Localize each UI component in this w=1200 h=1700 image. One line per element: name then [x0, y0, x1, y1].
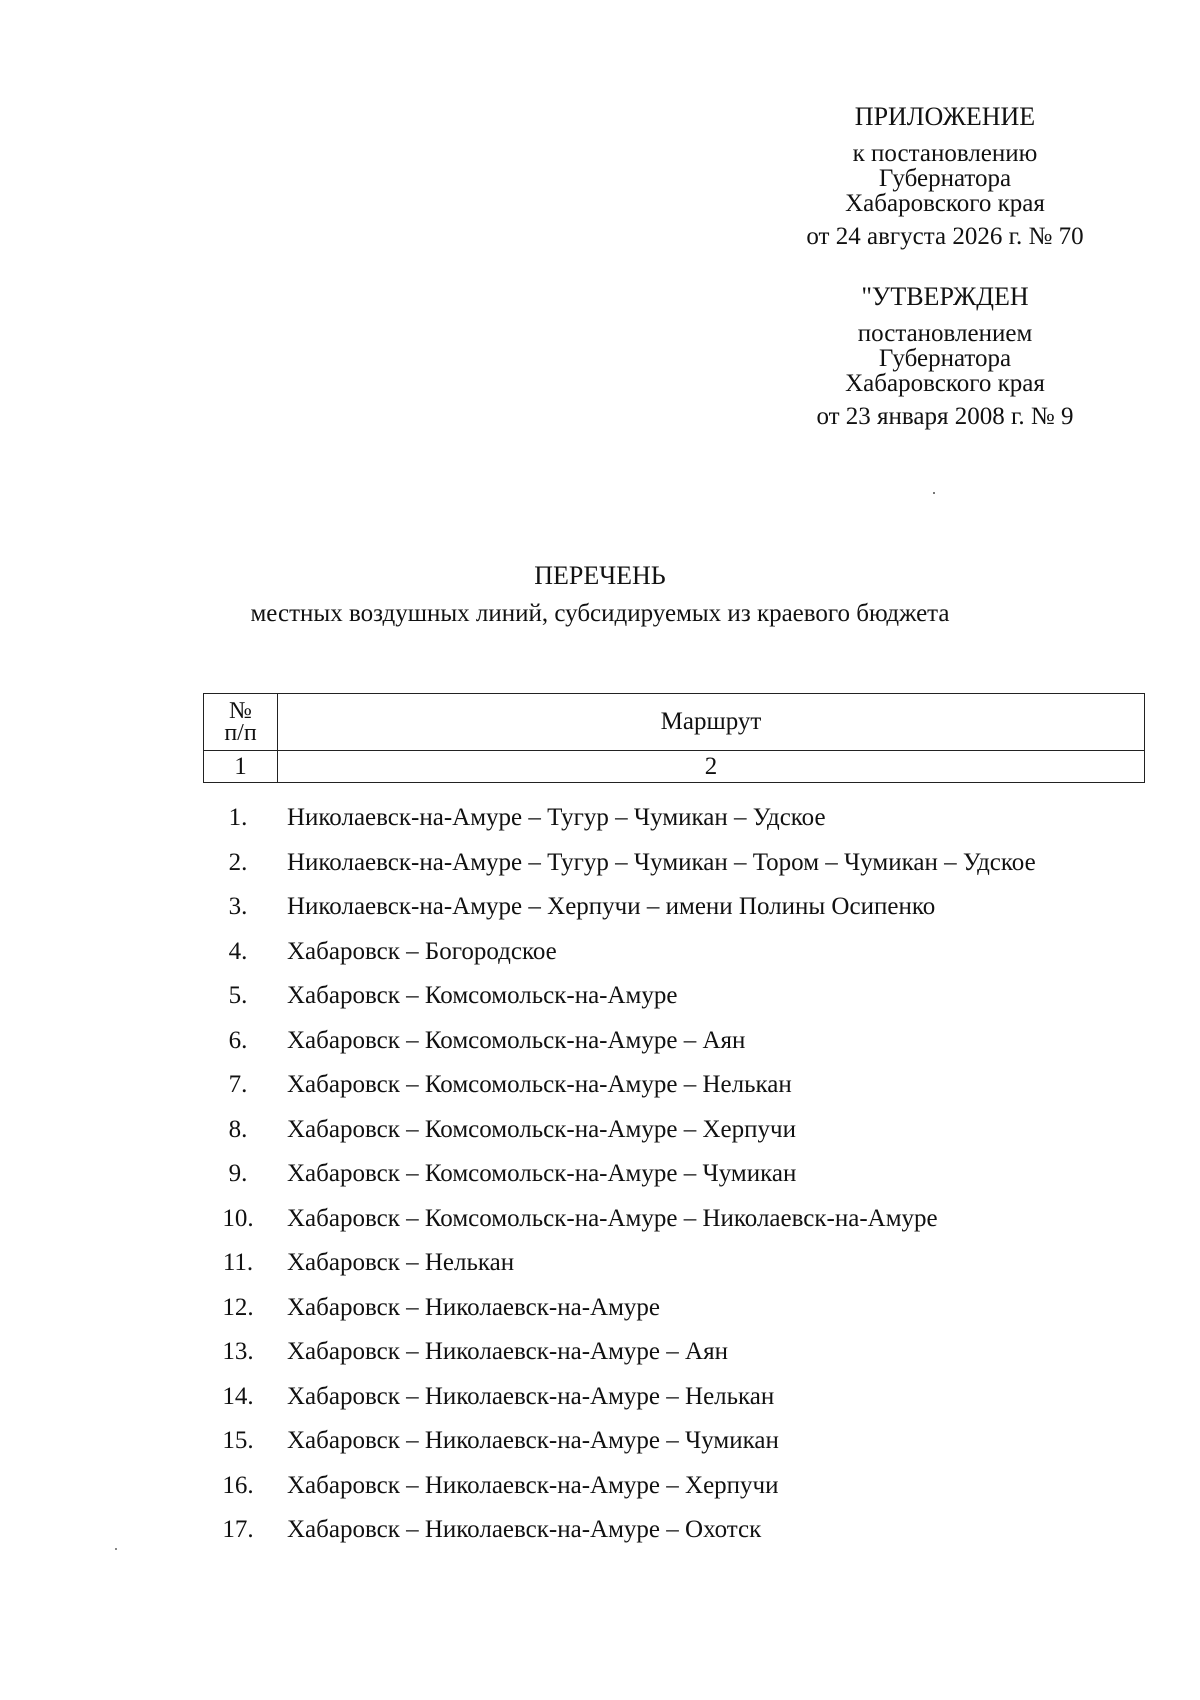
appendix-header [760, 104, 1130, 249]
route-name: Хабаровск – Комсомольск-на-Амуре – Чумикан [287, 1160, 797, 1187]
route-name: Николаевск-на-Амуре – Тугур – Чумикан – Удское [287, 804, 826, 831]
header-num-symbol: № [229, 698, 252, 724]
route-name: Хабаровск – Комсомольск-на-Амуре [287, 982, 678, 1009]
appendix-line-2: Губернатора [878, 165, 1012, 192]
route-name: Хабаровск – Николаевск-на-Амуре – Херпучи [287, 1471, 779, 1499]
route-number: 17. [222, 1516, 254, 1543]
appendix-title: ПРИЛОЖЕНИЕ [854, 102, 1036, 131]
route-number: 6. [228, 1026, 248, 1054]
route-name: Хабаровск – Комсомольск-на-Амуре – Нелькан [287, 1071, 792, 1098]
route-number: 5. [228, 982, 248, 1009]
route-number: 7. [228, 1071, 248, 1098]
table-row [203, 892, 1183, 937]
route-number: 12. [222, 1293, 254, 1321]
header-num-abbrev: п/п [224, 720, 257, 746]
table-row [203, 848, 1183, 893]
route-name: Хабаровск – Николаевск-на-Амуре – Аян [287, 1338, 728, 1365]
route-number: 14. [222, 1382, 254, 1410]
table-row [203, 1515, 1183, 1560]
document-subtitle: местных воздушных линий, субсидируемых из краевого бюджета [250, 600, 950, 627]
scan-speck [115, 1548, 117, 1550]
approved-title: "УТВЕРЖДЕН [861, 282, 1029, 311]
table-row [203, 1026, 1183, 1071]
index-col-2: 2 [278, 751, 1145, 783]
route-name: Хабаровск – Богородское [287, 937, 557, 965]
route-name: Хабаровск – Комсомольск-на-Амуре – Херпучи [287, 1115, 796, 1143]
appendix-date: от 24 августа 2026 г. № 70 [806, 223, 1084, 250]
approved-header [760, 284, 1130, 429]
document-title: ПЕРЕЧЕНЬ [534, 561, 666, 590]
table-row [203, 1070, 1183, 1115]
approved-line-1: постановлением [857, 320, 1033, 347]
routes-table-header [203, 693, 1145, 783]
approved-line-2: Губернатора [878, 345, 1012, 372]
route-number: 10. [222, 1204, 254, 1232]
route-name: Хабаровск – Комсомольск-на-Амуре – Николаевск-на-Амуре [287, 1204, 938, 1232]
route-number: 8. [228, 1115, 248, 1143]
route-number: 15. [222, 1427, 254, 1454]
table-row [203, 937, 1183, 982]
route-name: Николаевск-на-Амуре – Тугур – Чумикан – Тором – Чумикан – Удское [287, 848, 1036, 876]
route-number: 2. [228, 848, 248, 876]
route-name: Хабаровск – Нелькан [287, 1249, 515, 1276]
approved-line-3: Хабаровского края [845, 370, 1045, 397]
route-name: Хабаровск – Николаевск-на-Амуре – Нелькан [287, 1382, 775, 1410]
route-name: Хабаровск – Николаевск-на-Амуре [287, 1293, 661, 1321]
table-row [203, 1426, 1183, 1471]
header-route-cell: Маршрут [278, 694, 1145, 751]
route-name: Хабаровск – Николаевск-на-Амуре – Охотск [287, 1516, 762, 1543]
route-name: Николаевск-на-Амуре – Херпучи – имени Полины Осипенко [287, 893, 936, 920]
scan-speck [933, 492, 935, 494]
route-number: 9. [228, 1160, 248, 1187]
table-row [203, 1293, 1183, 1338]
appendix-line-3: Хабаровского края [845, 190, 1045, 217]
table-row [203, 1115, 1183, 1160]
table-row [203, 1204, 1183, 1249]
table-row [203, 803, 1183, 848]
table-row [203, 981, 1183, 1026]
route-number: 1. [228, 804, 248, 831]
header-num-cell [204, 694, 278, 751]
route-number: 4. [228, 937, 248, 965]
route-name: Хабаровск – Николаевск-на-Амуре – Чумикан [287, 1427, 779, 1454]
routes-list [203, 803, 1183, 1560]
route-number: 13. [222, 1338, 254, 1365]
route-name: Хабаровск – Комсомольск-на-Амуре – Аян [287, 1026, 746, 1054]
table-row [203, 1337, 1183, 1382]
table-row [203, 1248, 1183, 1293]
route-number: 3. [228, 893, 248, 920]
table-row [203, 1159, 1183, 1204]
appendix-line-1: к постановлению [852, 140, 1038, 167]
route-number: 16. [222, 1471, 254, 1499]
approved-date: от 23 января 2008 г. № 9 [816, 403, 1074, 430]
table-index-row [204, 751, 1145, 783]
route-number: 11. [222, 1249, 254, 1276]
table-row [203, 1382, 1183, 1427]
table-row [203, 1471, 1183, 1516]
table-header-row [204, 694, 1145, 751]
index-col-1: 1 [204, 751, 278, 783]
